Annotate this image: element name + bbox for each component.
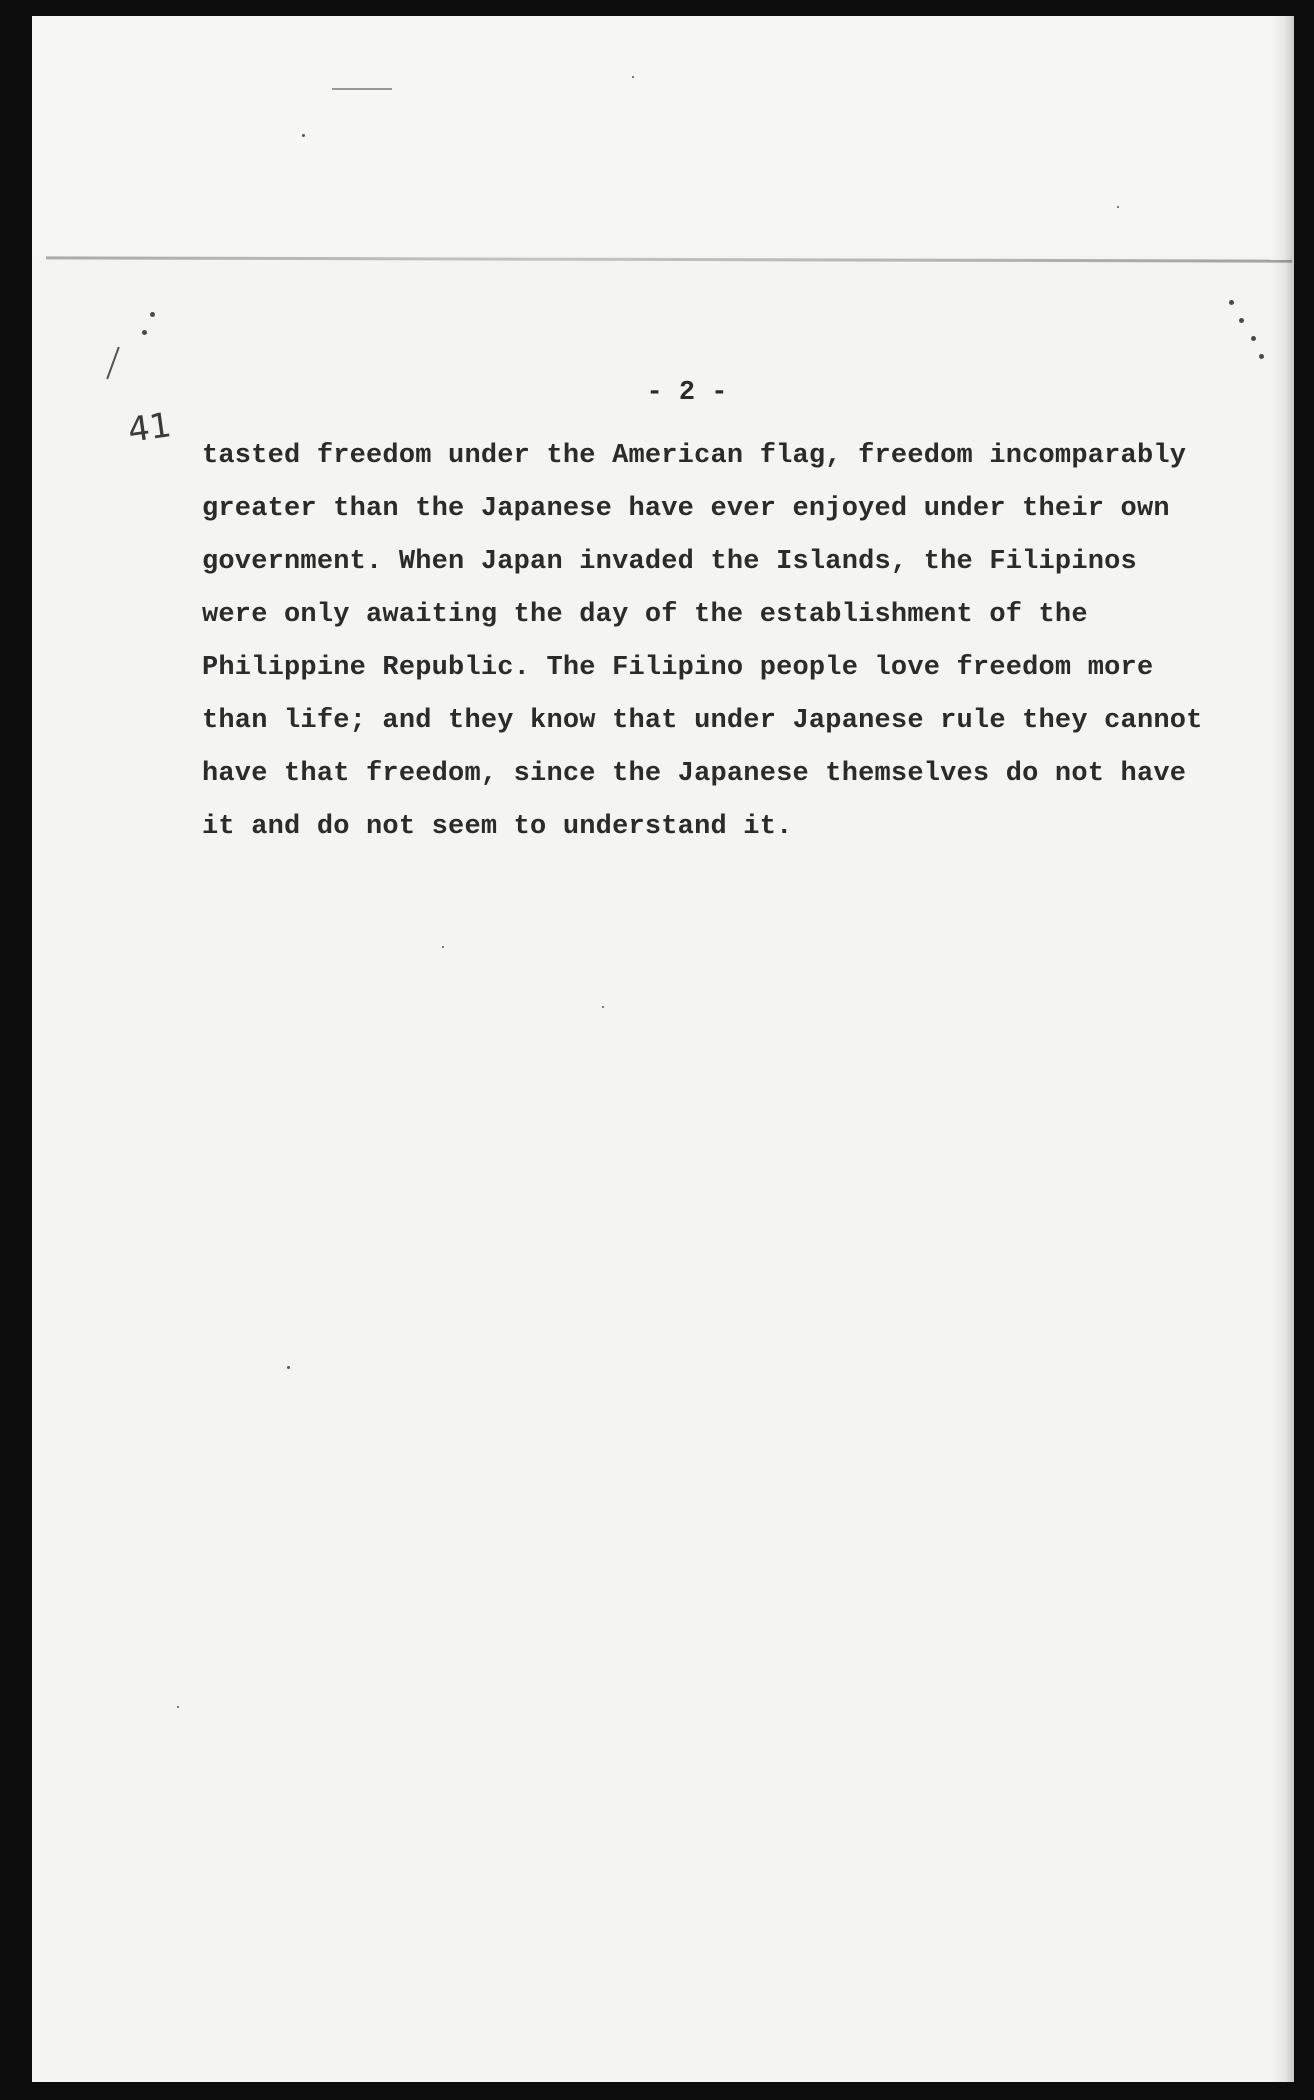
- margin-annotation: 41: [125, 405, 174, 451]
- document-sheet: [32, 16, 1294, 2082]
- text-line: government. When Japan invaded the Islands, the Filipinos: [202, 547, 1137, 577]
- text-line: tasted freedom under the American flag, freedom incomparably: [202, 441, 1187, 471]
- page-number: - 2 -: [646, 378, 728, 408]
- speck: [302, 134, 305, 137]
- fold-line: [46, 256, 1292, 262]
- text-line: Philippine Republic. The Filipino people love freedom more: [202, 653, 1154, 683]
- speck: [177, 1706, 179, 1708]
- text-line: have that freedom, since the Japanese themselves do not have: [202, 759, 1187, 789]
- right-edge-shadow: [1270, 16, 1294, 2082]
- body-paragraph: [202, 430, 1202, 854]
- speck: [1117, 206, 1119, 208]
- text-line: were only awaiting the day of the establishment of the: [202, 600, 1088, 630]
- speck: [602, 1006, 604, 1008]
- text-line: greater than the Japanese have ever enjoyed under their own: [202, 494, 1170, 524]
- speck: [287, 1366, 290, 1369]
- speck: [632, 76, 634, 78]
- text-line: it and do not seem to understand it.: [202, 812, 793, 842]
- sheet-top-fold: [32, 16, 1294, 256]
- text-line: than life; and they know that under Japanese rule they cannot: [202, 706, 1203, 736]
- speck: [442, 946, 444, 948]
- top-short-rule: [332, 88, 392, 90]
